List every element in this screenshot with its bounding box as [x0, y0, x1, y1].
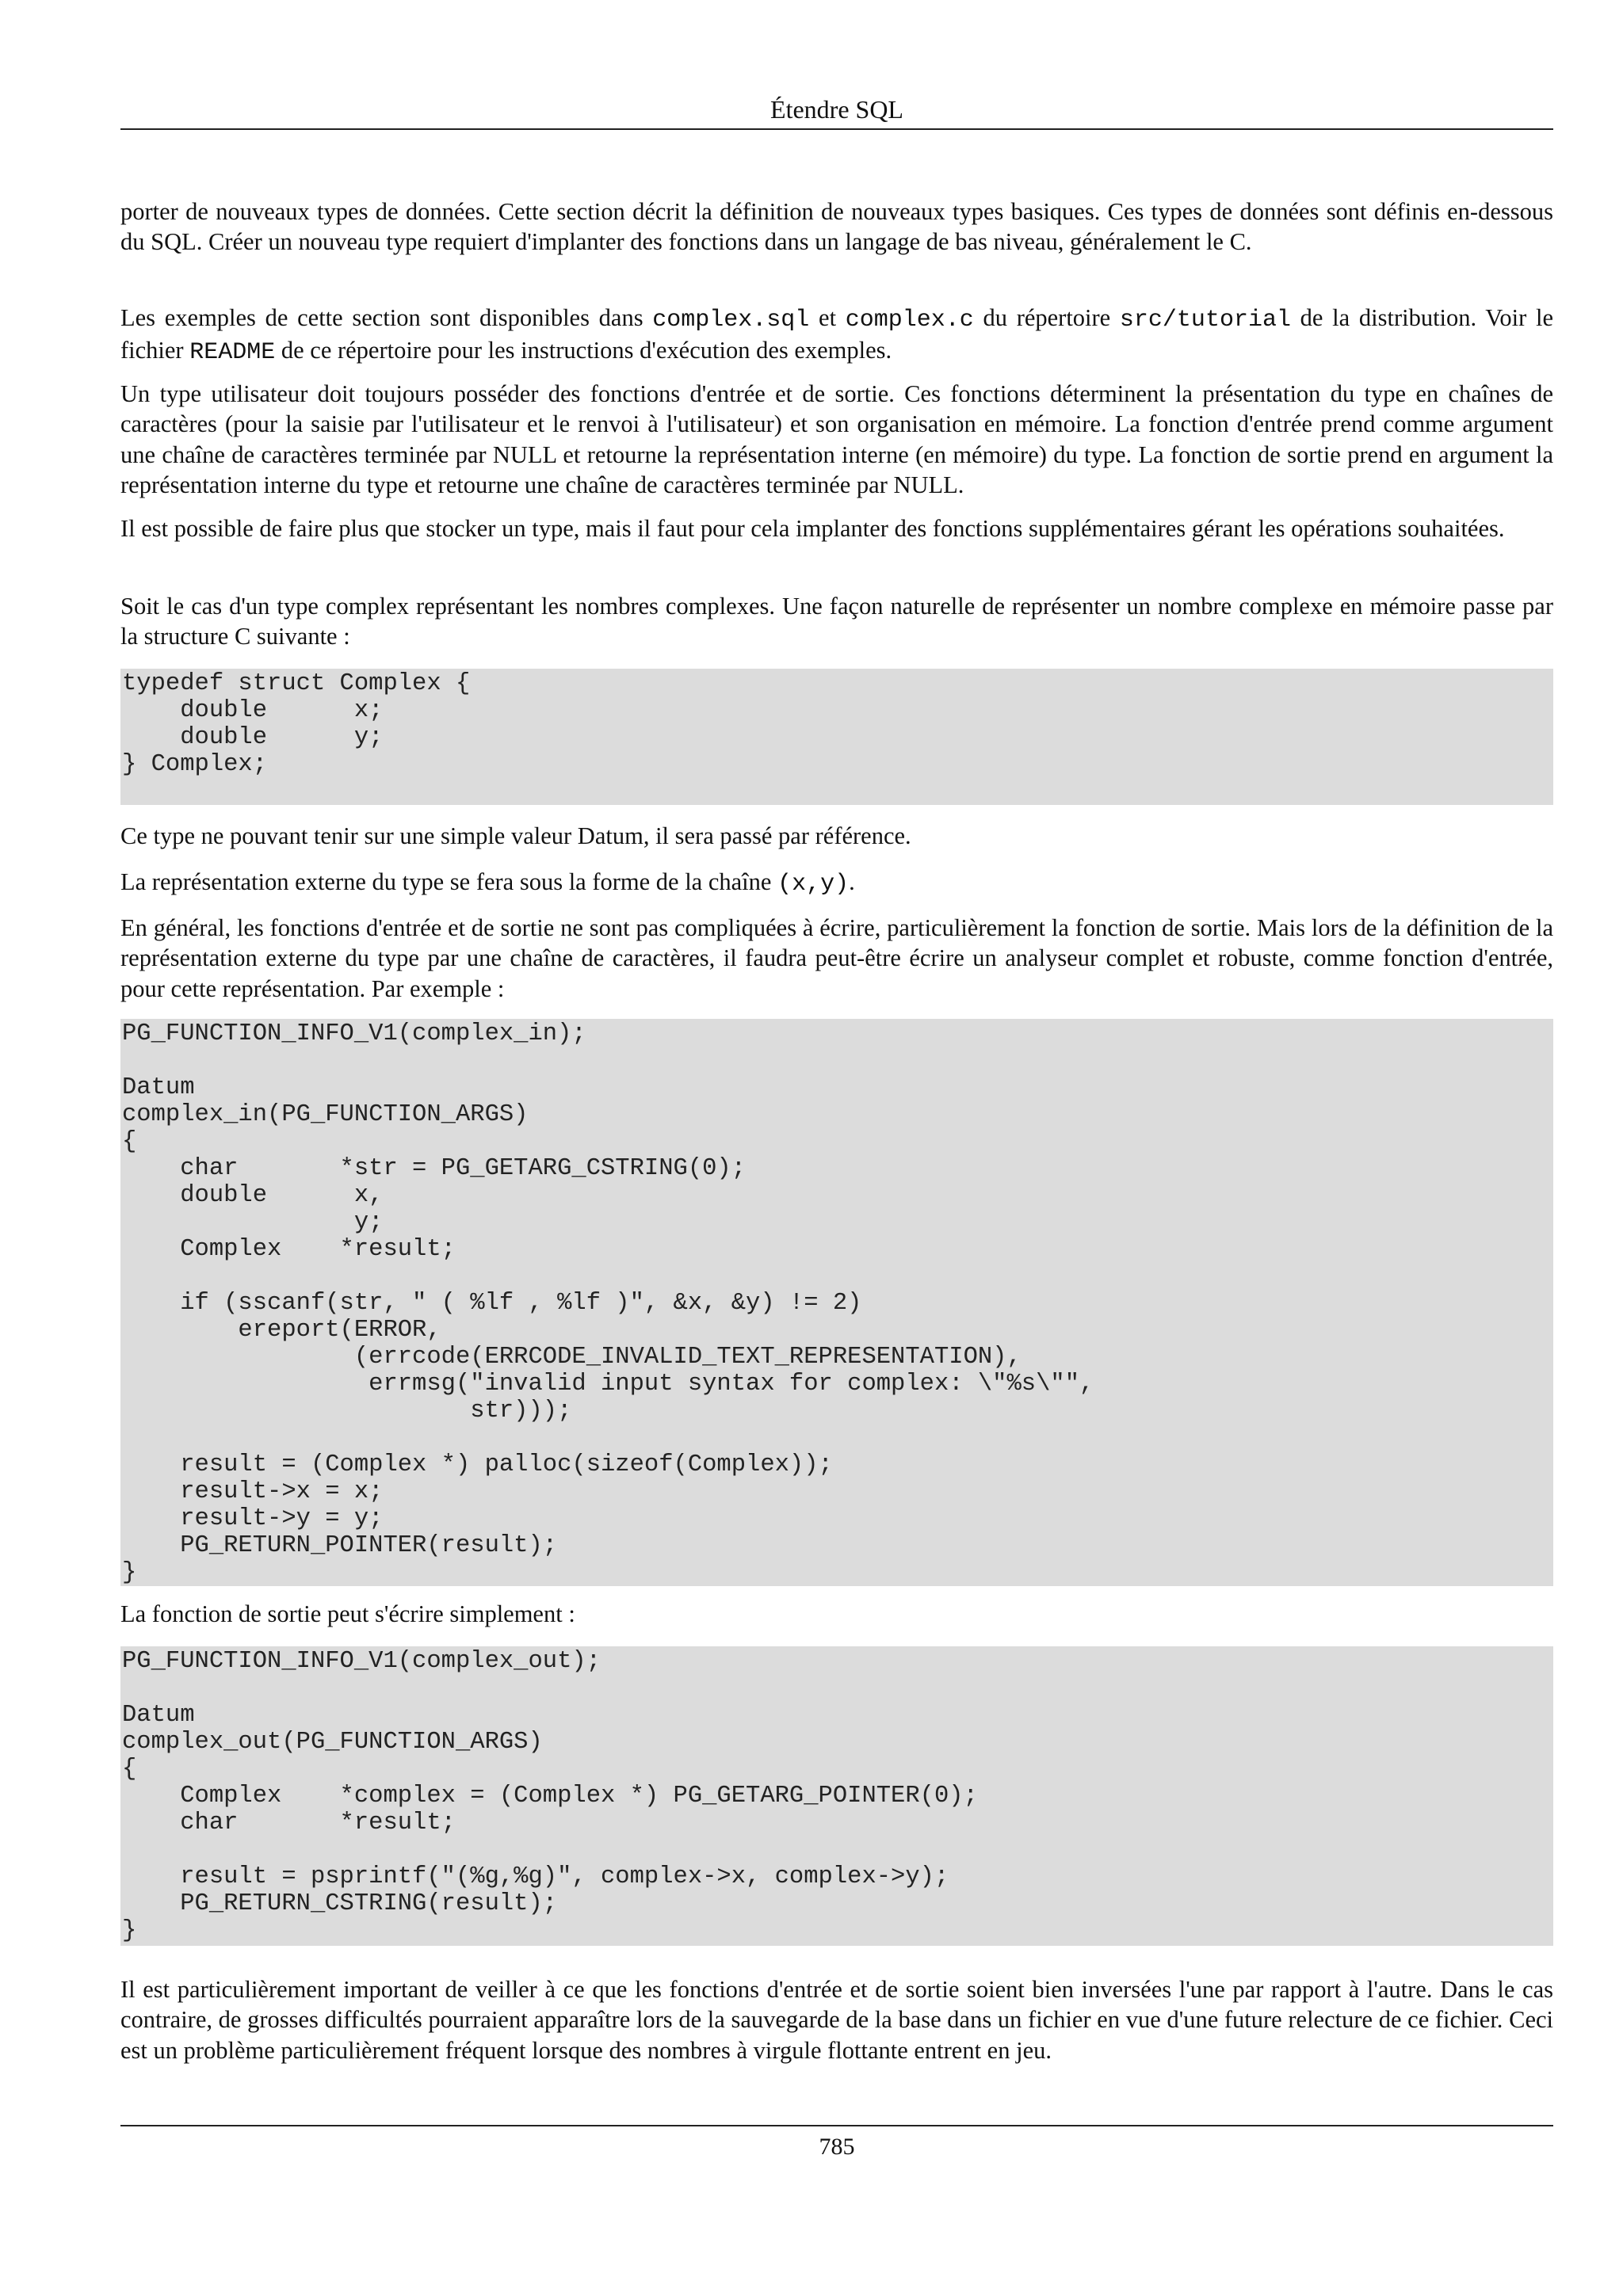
paragraph-external-repr [120, 867, 1553, 899]
text-segment: Les exemples de cette section sont disponibles dans [120, 304, 653, 331]
code-block-complex-out: PG_FUNCTION_INFO_V1(complex_out); Datum complex_out(PG_FUNCTION_ARGS) { Complex *complex = (Complex *) PG_GETARG_POINTER(0); char *result; result = psprintf("(%g,%g)", complex->x, complex->y); PG_RETURN_CSTRING(result); } [120, 1646, 1553, 1946]
page-number: 785 [819, 2134, 855, 2160]
paragraph-inversion-warning: Il est particulièrement important de veiller à ce que les fonctions d'entrée et de sortie soient bien inversées l'une par rapport à l'autre. Dans le cas contraire, de grosses difficultés pourraient apparaître lors de la sauvegarde de la base dans un fichier en vue d'une future relecture de ce fichier. Ceci est un problème particulièrement fréquent lorsque des nombres à virgule flottante entrent en jeu. [120, 1976, 1553, 2064]
paragraph-io-functions: Un type utilisateur doit toujours posséder des fonctions d'entrée et de sortie. Ces fonctions déterminent la présentation du type en chaînes de caractères (pour la saisie par l'utilisateur et le renvoi à l'utilisateur) et son organisation en mémoire. La fonction d'entrée prend comme argument une chaîne de caractères terminée par NULL et retourne la représentation interne (en mémoire) du type. La fonction de sortie prend en argument la représentation interne du type et retourne une chaîne de caractères terminée par NULL. [120, 380, 1553, 499]
inline-code-complex-c: complex.c [845, 307, 974, 334]
paragraph-intro: porter de nouveaux types de données. Cette section décrit la définition de nouveaux types basiques. Ces types de données sont définis en-dessous du SQL. Créer un nouveau type requiert d'implanter des fonctions dans un langage de bas niveau, généralement le C. [120, 198, 1553, 256]
text-segment: . [849, 868, 855, 895]
paragraph-complex-type: Soit le cas d'un type complex représentant les nombres complexes. Une façon naturelle de représenter un nombre complexe en mémoire passe par la structure C suivante : [120, 593, 1553, 650]
paragraph-examples [120, 303, 1553, 368]
page-header-title: Étendre SQL [770, 95, 903, 124]
code-block-complex-in: PG_FUNCTION_INFO_V1(complex_in); Datum complex_in(PG_FUNCTION_ARGS) { char *str = PG_GETARG_CSTRING(0); double x, y; Complex *result; if (sscanf(str, " ( %lf , %lf )", &x, &y) != 2) ereport(ERROR, (errcode(ERRCODE_INVALID_TEXT_REPRESENTATION), errmsg("invalid input syntax for complex: \"%s\"", str))); result = (Complex *) palloc(sizeof(Complex)); result->x = x; result->y = y; PG_RETURN_POINTER(result); } [120, 1019, 1553, 1586]
header-rule [120, 128, 1553, 130]
inline-code-src-tutorial: src/tutorial [1119, 307, 1291, 334]
text-segment: et [809, 304, 846, 331]
text-segment: de la distribution. Voir le fichier [120, 304, 1553, 364]
text-segment: La représentation externe du type se fera sous la forme de la chaîne [120, 868, 778, 895]
text-segment: de ce répertoire pour les instructions d'exécution des exemples. [275, 337, 892, 364]
paragraph-parser: En général, les fonctions d'entrée et de sortie ne sont pas compliquées à écrire, particulièrement la fonction de sortie. Mais lors de la définition de la représentation externe du type par une chaîne de caractères, il faudra peut-être écrire un analyseur complet et robuste, comme fonction d'entrée, pour cette représentation. Par exemple : [120, 914, 1553, 1002]
footer-rule [120, 2125, 1553, 2126]
paragraph-operations: Il est possible de faire plus que stocker un type, mais il faut pour cela implanter des fonctions supplémentaires gérant les opérations souhaitées. [120, 515, 1505, 542]
text-segment: du répertoire [973, 304, 1120, 331]
inline-code-xy: (x,y) [777, 871, 850, 898]
inline-code-complex-sql: complex.sql [652, 307, 810, 334]
paragraph-datum: Ce type ne pouvant tenir sur une simple valeur Datum, il sera passé par référence. [120, 822, 911, 849]
inline-code-readme: README [189, 339, 276, 367]
paragraph-output-function: La fonction de sortie peut s'écrire simplement : [120, 1600, 575, 1627]
code-block-struct: typedef struct Complex { double x; double y; } Complex; [120, 669, 1553, 805]
